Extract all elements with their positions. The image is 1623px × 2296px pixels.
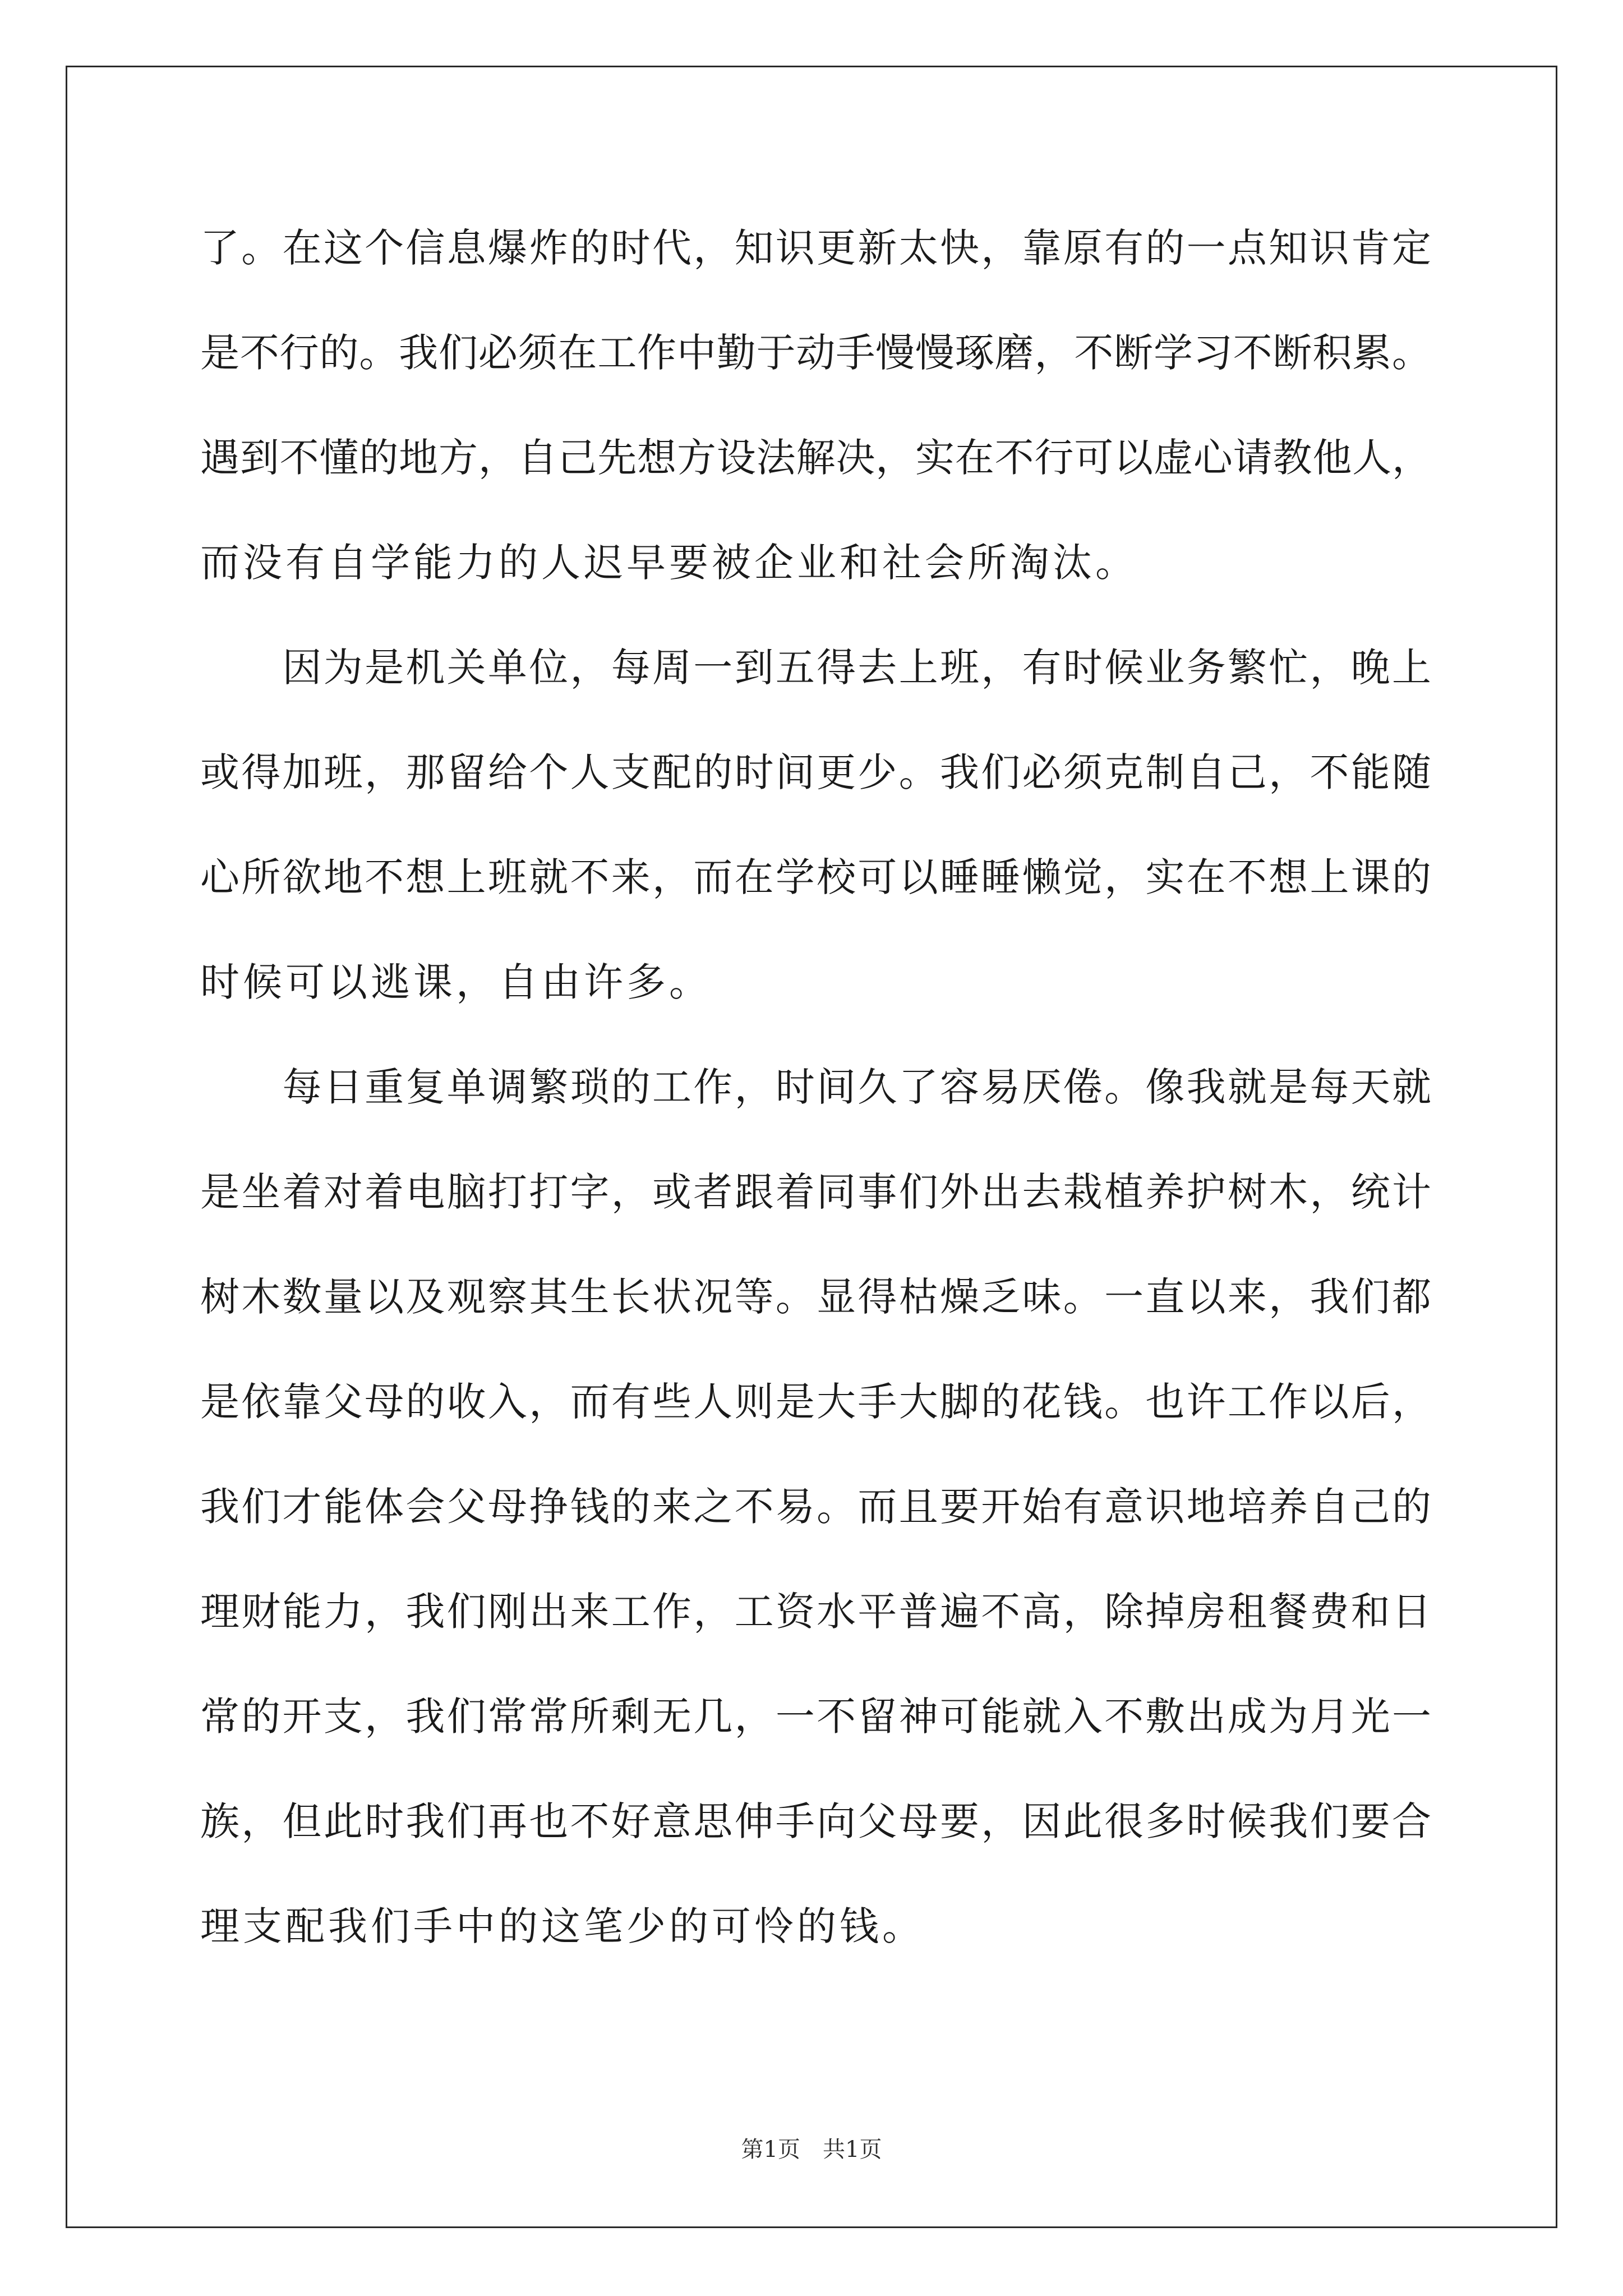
page-number-footer: 第1页 共1页 xyxy=(741,2137,882,2162)
text-line: 树木数量以及观察其生长状况等。显得枯燥乏味。一直以来，我们都 xyxy=(200,1274,1431,1320)
text-line: 是依靠父母的收入，而有些人则是大手大脚的花钱。也许工作以后， xyxy=(200,1379,1431,1425)
text-line: 常的开支，我们常常所剩无几，一不留神可能就入不敷出成为月光一 xyxy=(200,1694,1431,1740)
text-line: 是坐着对着电脑打打字，或者跟着同事们外出去栽植养护树木，统计 xyxy=(200,1169,1431,1215)
document-body xyxy=(200,209,1431,1992)
text-line: 心所欲地不想上班就不来，而在学校可以睡睡懒觉，实在不想上课的 xyxy=(200,854,1431,900)
text-line: 理支配我们手中的这笔少的可怜的钱。 xyxy=(200,1903,925,1949)
text-line: 是不行的。我们必须在工作中勤于动手慢慢琢磨，不断学习不断积累。 xyxy=(200,330,1431,376)
text-line: 理财能力，我们刚出来工作，工资水平普遍不高，除掉房租餐费和日 xyxy=(200,1589,1431,1635)
text-line: 每日重复单调繁琐的工作，时间久了容易厌倦。像我就是每天就 xyxy=(200,1064,1431,1110)
text-line: 遇到不懂的地方，自己先想方设法解决，实在不行可以虚心请教他人， xyxy=(200,435,1431,481)
text-line: 了。在这个信息爆炸的时代，知识更新太快，靠原有的一点知识肯定 xyxy=(200,225,1431,271)
text-line: 而没有自学能力的人迟早要被企业和社会所淘汰。 xyxy=(200,540,1138,586)
text-line: 因为是机关单位，每周一到五得去上班，有时候业务繁忙，晚上 xyxy=(200,645,1431,691)
text-line: 或得加班，那留给个人支配的时间更少。我们必须克制自己，不能随 xyxy=(200,749,1431,795)
text-line: 族，但此时我们再也不好意思伸手向父母要，因此很多时候我们要合 xyxy=(200,1798,1431,1844)
text-line: 我们才能体会父母挣钱的来之不易。而且要开始有意识地培养自己的 xyxy=(200,1484,1431,1530)
text-line: 时候可以逃课，自由许多。 xyxy=(200,959,712,1005)
